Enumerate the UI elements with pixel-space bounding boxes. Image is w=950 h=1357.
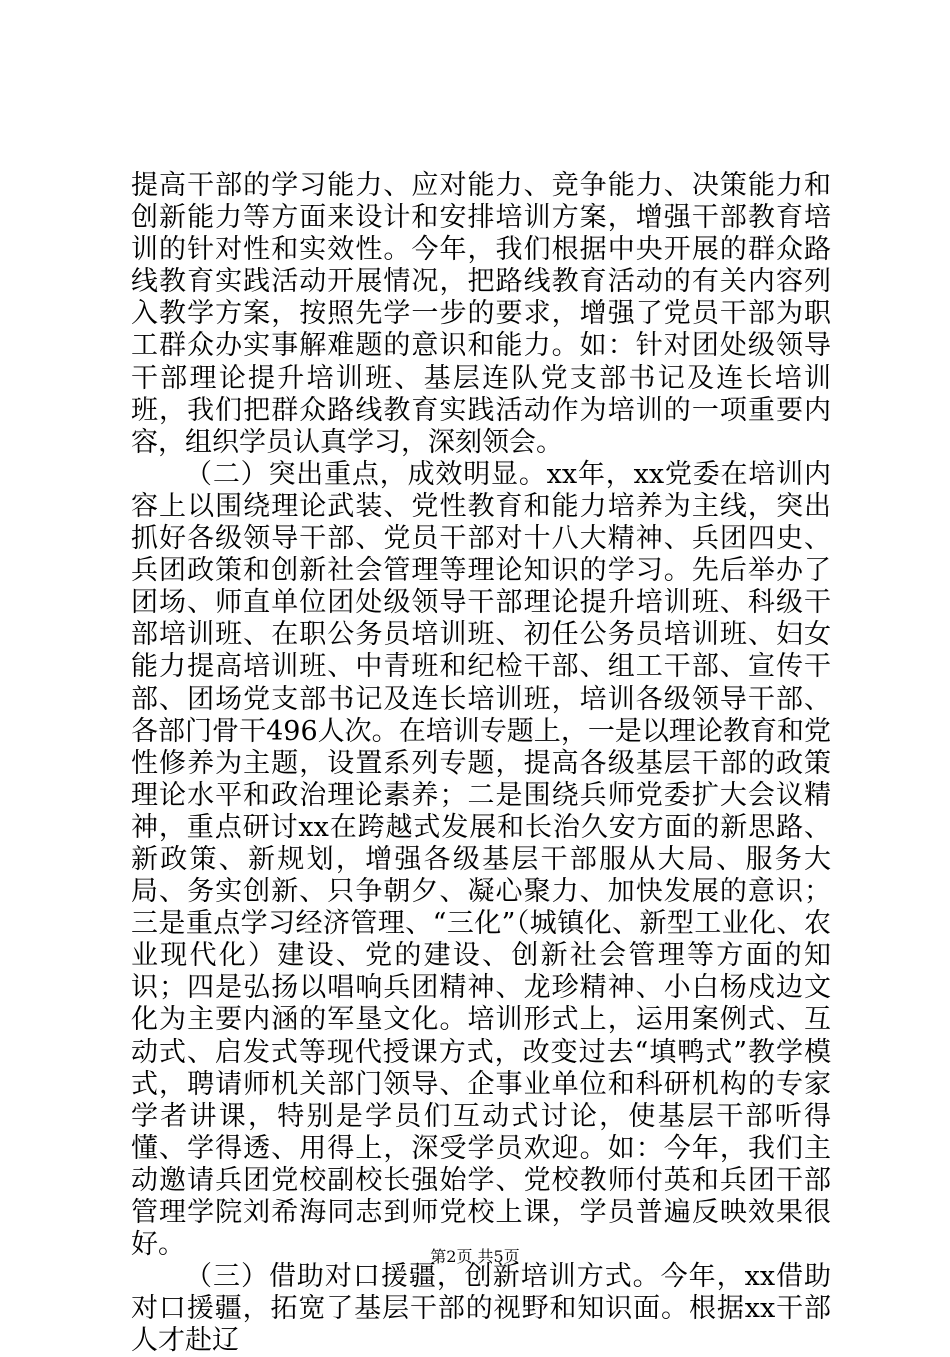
paragraph-continuation: 提高干部的学习能力、应对能力、竞争能力、决策能力和创新能力等方面来设计和安排培训方案，增强干部教育培训的针对性和实效性。今年，我们根据中央开展的群众路线教育实践活动开展情况，把路线教育活动的有关内容列入教学方案，按照先学一步的要求，增强了党员干部为职工群众办实事解难题的意识和能力。如：针对团处级领导干部理论提升培训班、基层连队党支部书记及连长培训班，我们把群众路线教育实践活动作为培训的一项重要内容，组织学员认真学习，深刻领会。 (131, 170, 831, 458)
paragraph-section-two: （二）突出重点，成效明显。xx年，xx党委在培训内容上以围绕理论武装、党性教育和能力培养为主线，突出抓好各级领导干部、党员干部对十八大精神、兵团四史、兵团政策和创新社会管理等理论知识的学习。先后举办了团场、师直单位团处级领导干部理论提升培训班、科级干部培训班、在职公务员培训班、初任公务员培训班、妇女能力提高培训班、中青班和纪检干部、组工干部、宣传干部、团场党支部书记及连长培训班，培训各级领导干部、各部门骨干496人次。在培训专题上，一是以理论教育和党性修养为主题，设置系列专题，提高各级基层干部的政策理论水平和政治理论素养；二是围绕兵师党委扩大会议精神，重点研讨xx在跨越式发展和长治久安方面的新思路、新政策、新规划，增强各级基层干部服从大局、服务大局、务实创新、只争朝夕、凝心聚力、加快发展的意识；三是重点学习经济管理、“三化”（城镇化、新型工业化、农业现代化）建设、党的建设、创新社会管理等方面的知识；四是弘扬以唱响兵团精神、龙珍精神、小白杨戍边文化为主要内涵的军垦文化。培训形式上，运用案例式、互动式、启发式等现代授课方式，改变过去“填鸭式”教学模式，聘请师机关部门领导、企事业单位和科研机构的专家学者讲课，特别是学员们互动式讨论，使基层干部听得懂、学得透、用得上，深受学员欢迎。如：今年，我们主动邀请兵团党校副校长强始学、党校教师付英和兵团干部管理学院刘希海同志到师党校上课，学员普遍反映效果很好。 (131, 458, 831, 1261)
paragraph-section-three: （三）借助对口援疆，创新培训方式。今年，xx借助对口援疆，拓宽了基层干部的视野和知识面。根据xx干部人才赴辽 (131, 1261, 831, 1357)
page-number-footer: 第2页 共5页 (430, 1247, 520, 1266)
document-body (131, 170, 831, 1357)
